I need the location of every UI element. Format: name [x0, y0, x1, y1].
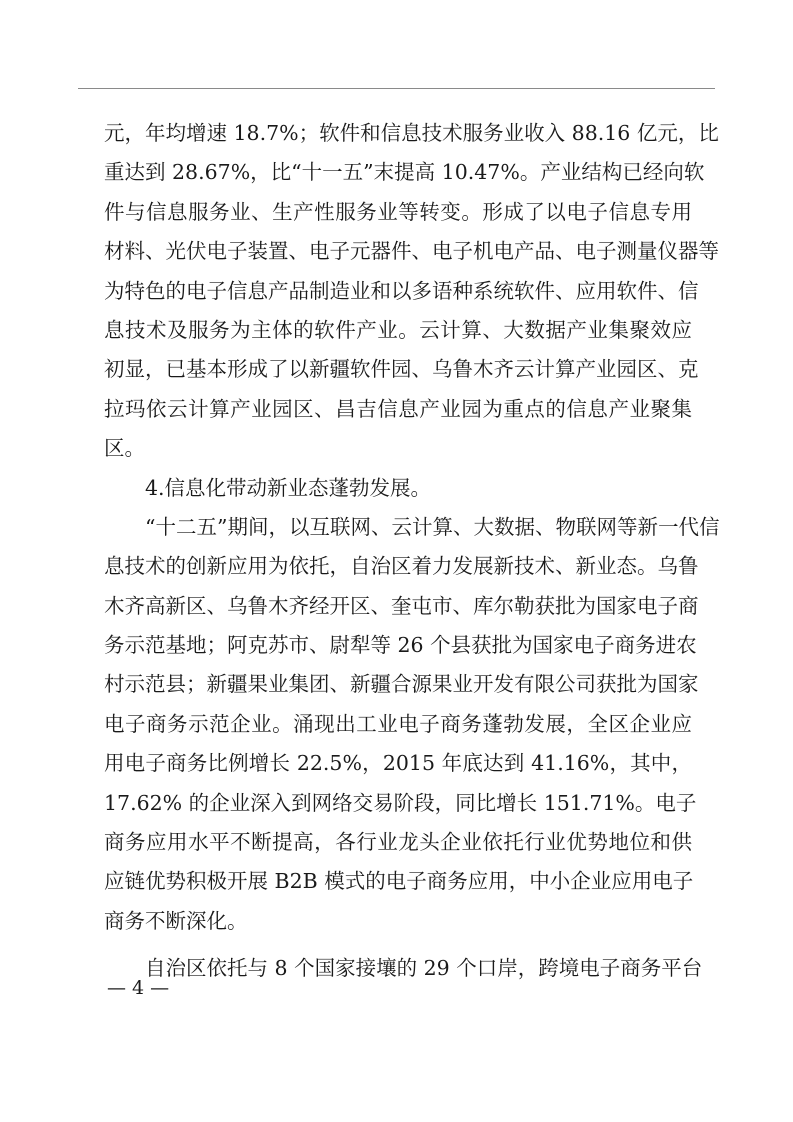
text-line: 商务应用水平不断提高，各行业龙头企业依托行业优势地位和供	[104, 830, 692, 855]
text-line: 息技术的创新应用为依托，自治区着力发展新技术、新业态。乌鲁	[104, 554, 699, 579]
text-line: 初显，已基本形成了以新疆软件园、乌鲁木齐云计算产业园区、克	[104, 357, 699, 382]
text-line: 村示范县；新疆果业集团、新疆合源果业开发有限公司获批为国家	[104, 672, 699, 697]
text-line: 为特色的电子信息产品制造业和以多语种系统软件、应用软件、信	[104, 278, 699, 303]
text-line: 17.62% 的企业深入到网络交易阶段，同比增长 151.71%。电子	[104, 790, 697, 815]
text-line: 商务不断深化。	[104, 908, 248, 933]
text-line: 自治区依托与 8 个国家接壤的 29 个口岸，跨境电子商务平台	[145, 956, 703, 981]
page-number: — 4 —	[107, 977, 170, 999]
text-line: 务示范基地；阿克苏市、尉犁等 26 个县获批为国家电子商务进农	[104, 633, 697, 658]
text-line: “十二五”期间，以互联网、云计算、大数据、物联网等新一代信	[145, 514, 720, 539]
text-line: 区。	[104, 436, 145, 461]
text-line: 用电子商务比例增长 22.5%，2015 年底达到 41.16%，其中，	[104, 751, 692, 776]
text-line: 重达到 28.67%，比“十一五”末提高 10.47%。产业结构已经向软	[104, 160, 705, 185]
section-heading: 4.信息化带动新业态蓬勃发展。	[145, 475, 432, 500]
header-rule	[78, 88, 715, 89]
text-line: 元，年均增速 18.7%；软件和信息技术服务业收入 88.16 亿元，比	[104, 121, 719, 145]
text-line: 木齐高新区、乌鲁木齐经开区、奎屯市、库尔勒获批为国家电子商	[104, 593, 699, 618]
text-line: 息技术及服务为主体的软件产业。云计算、大数据产业集聚效应	[104, 317, 692, 342]
text-line: 拉玛依云计算产业园区、昌吉信息产业园为重点的信息产业聚集	[104, 396, 692, 421]
text-line: 件与信息服务业、生产性服务业等转变。形成了以电子信息专用	[104, 199, 692, 224]
body-text	[104, 114, 720, 989]
text-line: 电子商务示范企业。涌现出工业电子商务蓬勃发展，全区企业应	[104, 711, 692, 736]
text-line: 材料、光伏电子装置、电子元器件、电子机电产品、电子测量仪器等	[104, 239, 719, 264]
text-line: 应链优势积极开展 B2B 模式的电子商务应用，中小企业应用电子	[104, 869, 694, 894]
